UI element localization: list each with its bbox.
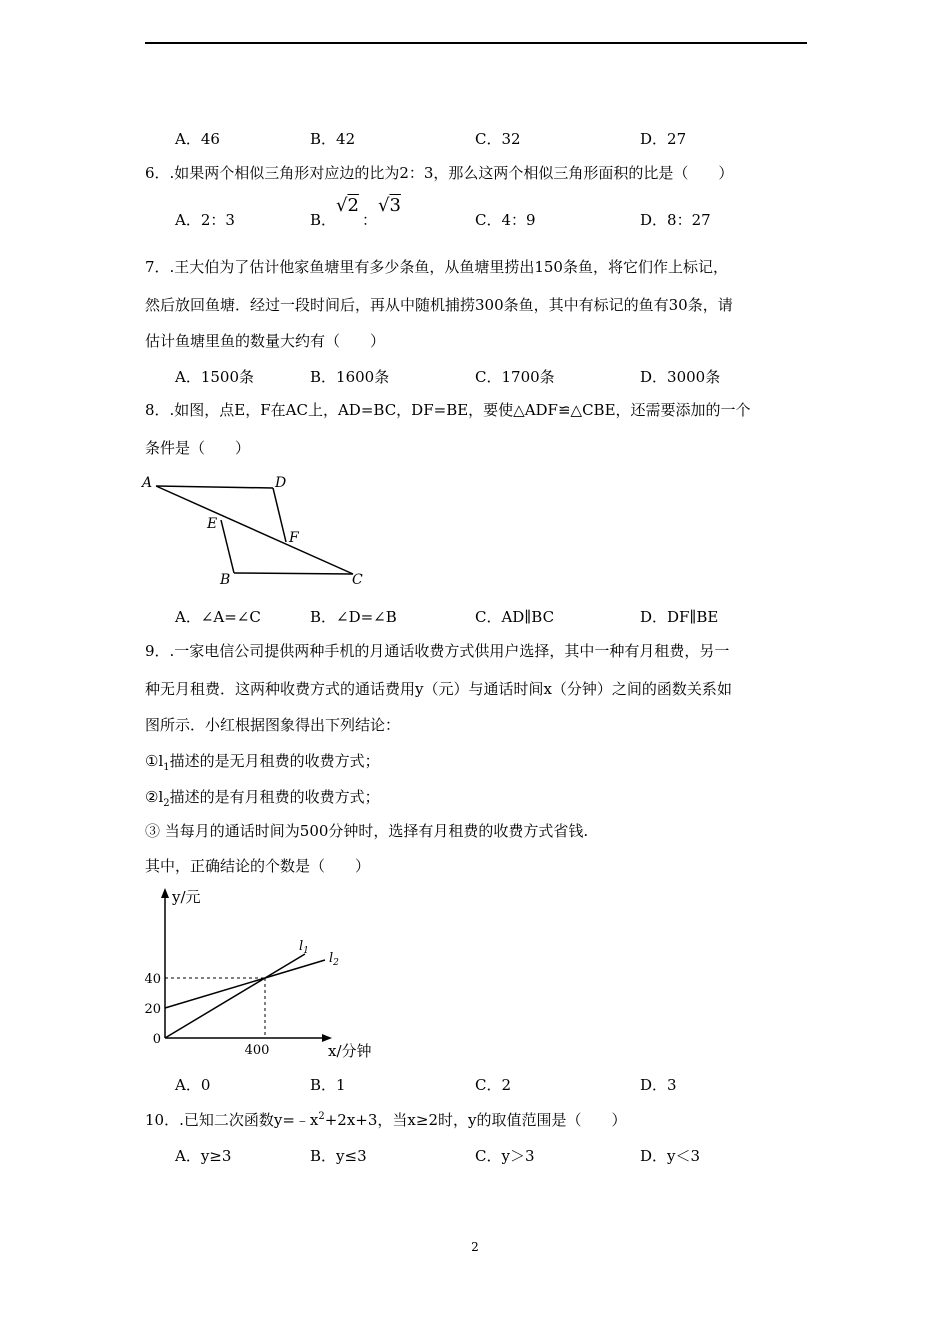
q7-option-b: B．1600条: [310, 368, 390, 386]
sqrt-2: √2: [336, 195, 359, 216]
q9-statement-3: ③ 当每月的通话时间为500分钟时，选择有月租费的收费方式省钱.: [145, 822, 589, 840]
q9-line1: 9．.一家电信公司提供两种手机的月通话收费方式供用户选择，其中一种有月租费，另一: [145, 642, 730, 660]
s2-sub: 2: [163, 798, 170, 809]
l2-sub: 2: [333, 958, 339, 968]
l1-sub: 1: [303, 946, 309, 956]
s2-pre: ②l: [145, 788, 164, 806]
q10-stem-post: +2x+3，当x≥2时，y的取值范围是（ ）: [324, 1111, 627, 1129]
q8-option-b: B．∠D=∠B: [310, 608, 397, 626]
y-tick-20: 20: [144, 1002, 161, 1017]
s2-post: 描述的是有月租费的收费方式；: [169, 788, 380, 806]
q8-option-a: A．∠A=∠C: [175, 608, 261, 626]
segment-bc: [234, 573, 353, 574]
q6-option-b-sep: ：: [362, 211, 378, 229]
y-axis-label: y/元: [172, 888, 201, 906]
q9-question: 其中，正确结论的个数是（ ）: [145, 857, 371, 875]
sqrt-3: √3: [378, 195, 401, 216]
q6-rad2: 3: [389, 195, 401, 216]
label-e: E: [207, 516, 218, 532]
q6-option-c: C．4：9: [475, 211, 536, 229]
y-axis-arrow: [161, 888, 169, 898]
q10-stem-sup: 2: [318, 1111, 325, 1122]
q7-line1: 7．.王大伯为了估计他家鱼塘里有多少条鱼，从鱼塘里捞出150条鱼，将它们作上标记，: [145, 258, 728, 276]
x-tick-400: 400: [244, 1043, 270, 1058]
q5-option-a: A．46: [175, 130, 220, 148]
segment-eb: [221, 520, 234, 573]
segment-ad: [156, 486, 273, 488]
s1-post: 描述的是无月租费的收费方式；: [169, 752, 380, 770]
q5-option-d: D．27: [640, 130, 687, 148]
q9-statement-1: [145, 750, 380, 773]
label-f: F: [289, 530, 299, 546]
series-l2: [165, 960, 325, 1008]
q8-option-d: D．DF∥BE: [640, 608, 719, 626]
q10-stem: [145, 1109, 626, 1130]
y-tick-40: 40: [144, 972, 161, 987]
label-c: C: [352, 572, 363, 588]
q10-option-c: C．y＞3: [475, 1147, 535, 1165]
label-a: A: [142, 475, 153, 491]
q8-line1: 8．.如图，点E，F在AC上，AD=BC，DF=BE，要使△ADF≌△CBE，还需要添加的一个: [145, 401, 751, 419]
q10-option-d: D．y＜3: [640, 1147, 701, 1165]
l1-main: l: [299, 939, 304, 954]
series-l1-label: [299, 939, 309, 956]
x-axis-arrow: [322, 1034, 332, 1042]
q5-option-c: C．32: [475, 130, 521, 148]
q9-line2: 种无月租费．这两种收费方式的通话费用y（元）与通话时间x（分钟）之间的函数关系如: [145, 680, 732, 698]
q6-option-a: A．2：3: [175, 211, 235, 229]
q7-option-a: A．1500条: [175, 368, 255, 386]
q10-stem-pre: 10．.已知二次函数y=﹣x: [145, 1111, 319, 1129]
segment-df: [273, 488, 286, 542]
series-l1: [165, 954, 305, 1038]
q7-line3: 估计鱼塘里鱼的数量大约有（ ）: [145, 332, 386, 350]
q9-option-d: D．3: [640, 1076, 677, 1094]
q6-stem: 6．.如果两个相似三角形对应边的比为2：3，那么这两个相似三角形面积的比是（ ）: [145, 164, 734, 182]
l2-main: l: [329, 951, 334, 966]
page-number: 2: [471, 1240, 479, 1254]
q9-statement-2: [145, 786, 380, 809]
q9-option-c: C．2: [475, 1076, 512, 1094]
q10-option-b: B．y≤3: [310, 1147, 367, 1165]
q6-option-b-prefix: B．: [310, 211, 337, 229]
q7-option-c: C．1700条: [475, 368, 555, 386]
q6-option-d: D．8：27: [640, 211, 711, 229]
segment-ac: [156, 486, 353, 574]
q10-option-a: A．y≥3: [175, 1147, 232, 1165]
q9-line-chart: [140, 882, 390, 1062]
q7-option-d: D．3000条: [640, 368, 721, 386]
label-d: D: [275, 475, 287, 491]
q9-option-a: A．0: [175, 1076, 211, 1094]
q8-geometry-figure: [140, 470, 380, 590]
q8-option-c: C．AD∥BC: [475, 608, 555, 626]
q7-line2: 然后放回鱼塘．经过一段时间后，再从中随机捕捞300条鱼，其中有标记的鱼有30条，请: [145, 296, 733, 314]
series-l2-label: [329, 951, 339, 968]
header-rule: [145, 42, 807, 44]
y-tick-0: 0: [152, 1032, 161, 1047]
q8-line2: 条件是（ ）: [145, 439, 251, 457]
x-axis-label: x/分钟: [328, 1042, 372, 1060]
q5-option-b: B．42: [310, 130, 356, 148]
label-b: B: [220, 572, 231, 588]
q9-line3: 图所示．小红根据图象得出下列结论：: [145, 716, 401, 734]
q6-rad1: 2: [347, 195, 359, 216]
s1-pre: ①l: [145, 752, 164, 770]
s1-sub: 1: [163, 762, 170, 773]
q9-option-b: B．1: [310, 1076, 346, 1094]
